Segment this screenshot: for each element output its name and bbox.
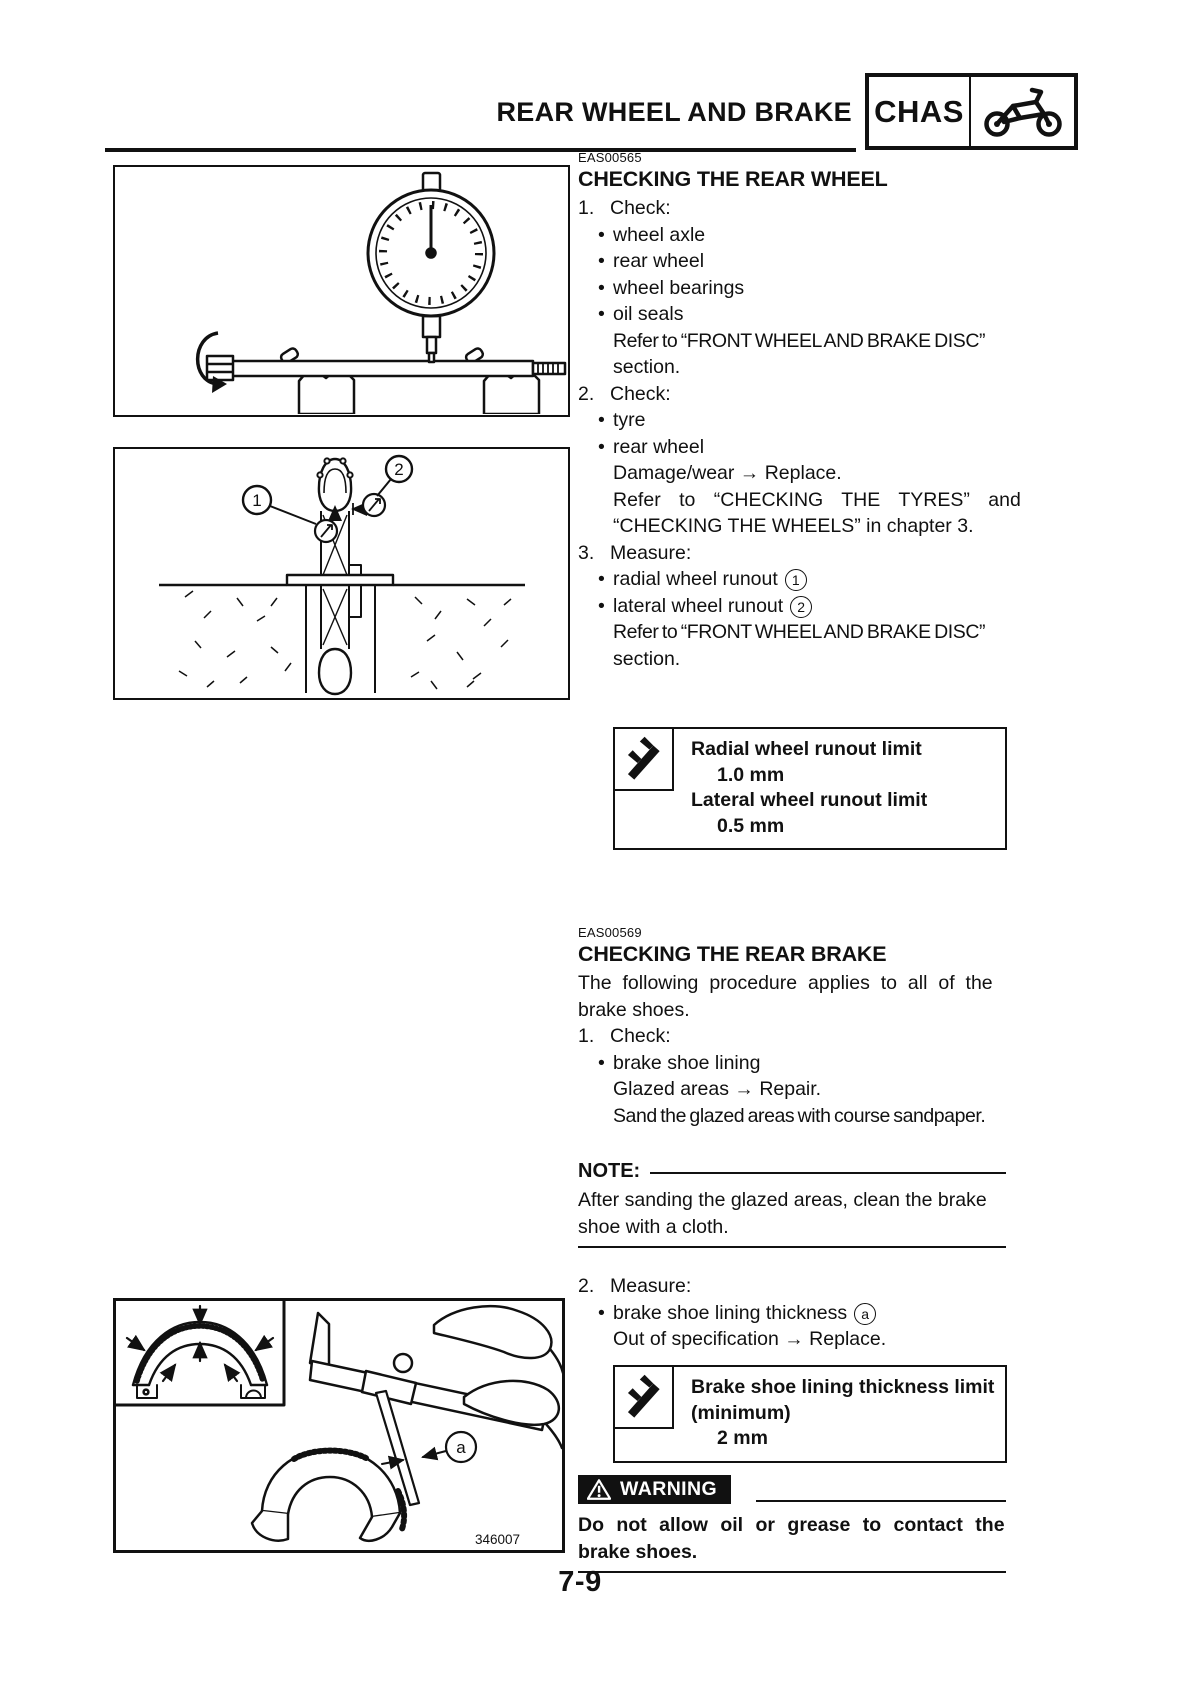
text-line: Out of specification → Replace. [613, 1328, 887, 1350]
text-line: section. [613, 647, 681, 670]
wheel-axle [207, 356, 565, 380]
text-line: • radial wheel runout 1 [578, 566, 1006, 593]
text-line: Do not allow oil or grease to contact the [578, 1514, 1005, 1536]
warning-rule [756, 1500, 1006, 1502]
spec-value: 2 mm [717, 1427, 768, 1449]
wheel-runout-drawing [115, 449, 567, 697]
eas-code: EAS00565 [578, 150, 642, 165]
v-block-left [280, 347, 354, 414]
warning-label: WARNING [620, 1478, 718, 1500]
text-line: • brake shoe lining thickness a [578, 1300, 1006, 1327]
text-line: Refer to “FRONT WHEEL AND BRAKE DISC” [613, 621, 986, 643]
warning-block [578, 1475, 1006, 1573]
text-line: shoe with a cloth. [578, 1215, 729, 1238]
eas-code: EAS00569 [578, 925, 642, 940]
note-rule [650, 1172, 1006, 1187]
spec-value: 0.5 mm [717, 814, 785, 837]
text-line: • tyre [578, 407, 1006, 434]
bullet: • [598, 276, 605, 299]
callout-1-label: 1 [252, 491, 262, 510]
wheel-edge-view [317, 458, 361, 649]
section-checking-rear-brake [578, 925, 1006, 1353]
inset-brake-shoe [116, 1301, 284, 1405]
figure-brake-shoe-measure [113, 1298, 565, 1553]
text-line: Refer to “FRONT WHEEL AND BRAKE DISC” [613, 329, 986, 352]
text-line: “CHECKING THE WHEELS” in chapter 3. [613, 515, 974, 537]
bullet: • [598, 1301, 605, 1324]
spec-body [691, 729, 1005, 848]
v-block-right [465, 347, 539, 414]
caliper-icon [613, 1365, 674, 1429]
warning-triangle-icon [587, 1479, 611, 1500]
bullet: • [598, 594, 605, 617]
text-line: • wheel axle [578, 222, 1006, 249]
brake-shoe-caliper-drawing [116, 1301, 562, 1550]
bullet: • [598, 250, 605, 272]
warning-text [578, 1512, 1006, 1565]
text-line: • rear wheel [578, 248, 1006, 275]
circled-ref-2: 2 [790, 596, 812, 618]
bullet: • [598, 568, 605, 590]
dial-gauge-symbol-radial [315, 507, 337, 542]
text-line: • lateral wheel runout 2 [578, 593, 1006, 620]
page-number: 7-9 [558, 1566, 602, 1598]
spec-label: Brake shoe lining thickness limit (minimum) [691, 1376, 995, 1424]
text-line: Damage/wear → Replace. [613, 462, 842, 484]
text-line: Refer to “CHECKING THE TYRES” and [613, 488, 1021, 511]
text-line: section. [613, 356, 681, 378]
text-line: brake shoes. [578, 998, 690, 1021]
text-line: • rear wheel [578, 434, 1006, 461]
text-line: After sanding the glazed areas, clean the brake [578, 1189, 987, 1211]
caliper-icon [613, 727, 674, 791]
bullet: • [598, 223, 605, 246]
figure-axle-runout-check [113, 165, 570, 417]
section-heading: CHECKING THE REAR WHEEL [578, 167, 888, 191]
bullet: • [598, 435, 605, 458]
circled-ref-1: 1 [785, 569, 807, 591]
warning-header [578, 1475, 1006, 1504]
note-label: NOTE: [578, 1160, 641, 1182]
bullet: • [598, 409, 605, 431]
bullet: • [598, 1051, 605, 1074]
text-line: Glazed areas → Repair. [613, 1078, 822, 1100]
section-checking-rear-wheel [578, 150, 1021, 672]
text-line: Sand the glazed areas with course sandpaper. [613, 1104, 986, 1127]
dial-gauge [368, 173, 494, 362]
text-line: 1. Check: [578, 197, 671, 219]
brake-shoe [252, 1449, 404, 1541]
dial-gauge-symbol-lateral [353, 494, 385, 516]
axle-dial-gauge-drawing [115, 167, 567, 414]
section-heading: CHECKING THE REAR BRAKE [578, 942, 887, 966]
figure-wheel-runout-measure [113, 447, 570, 700]
text-line: 2. Check: [578, 382, 671, 405]
text-line: • oil seals [578, 301, 1006, 328]
spec-box-wheel-runout [613, 727, 1007, 850]
text-line: 3. Measure: [578, 541, 692, 564]
text-line: brake shoes. [578, 1540, 698, 1563]
tire-bottom [319, 649, 351, 694]
spec-label: Lateral wheel runout limit [691, 789, 928, 811]
callout-2-label: 2 [394, 460, 404, 479]
spec-box-lining-thickness [613, 1365, 1007, 1463]
note-block [578, 1160, 1006, 1187]
spacer [578, 1248, 1006, 1273]
text-column [578, 0, 1021, 1684]
chapter-tab-label: CHAS [869, 77, 971, 146]
text-line: 2. Measure: [578, 1275, 692, 1297]
page-title: REAR WHEEL AND BRAKE [496, 97, 852, 127]
spec-body [691, 1367, 1005, 1461]
callout-a-label: a [456, 1438, 466, 1457]
warning-badge [578, 1475, 731, 1504]
text-line: The following procedure applies to all of the [578, 972, 993, 994]
spec-label: Radial wheel runout limit [691, 738, 922, 760]
spec-value: 1.0 mm [717, 763, 785, 786]
figure-caption: 346007 [474, 1532, 520, 1547]
warning-end-rule [578, 1571, 1006, 1573]
text-line: 1. Check: [578, 1025, 671, 1047]
bullet: • [598, 303, 605, 325]
text-line: • wheel bearings [578, 275, 1006, 302]
text-line: • brake shoe lining [578, 1050, 1006, 1077]
circled-ref-a: a [854, 1303, 876, 1325]
